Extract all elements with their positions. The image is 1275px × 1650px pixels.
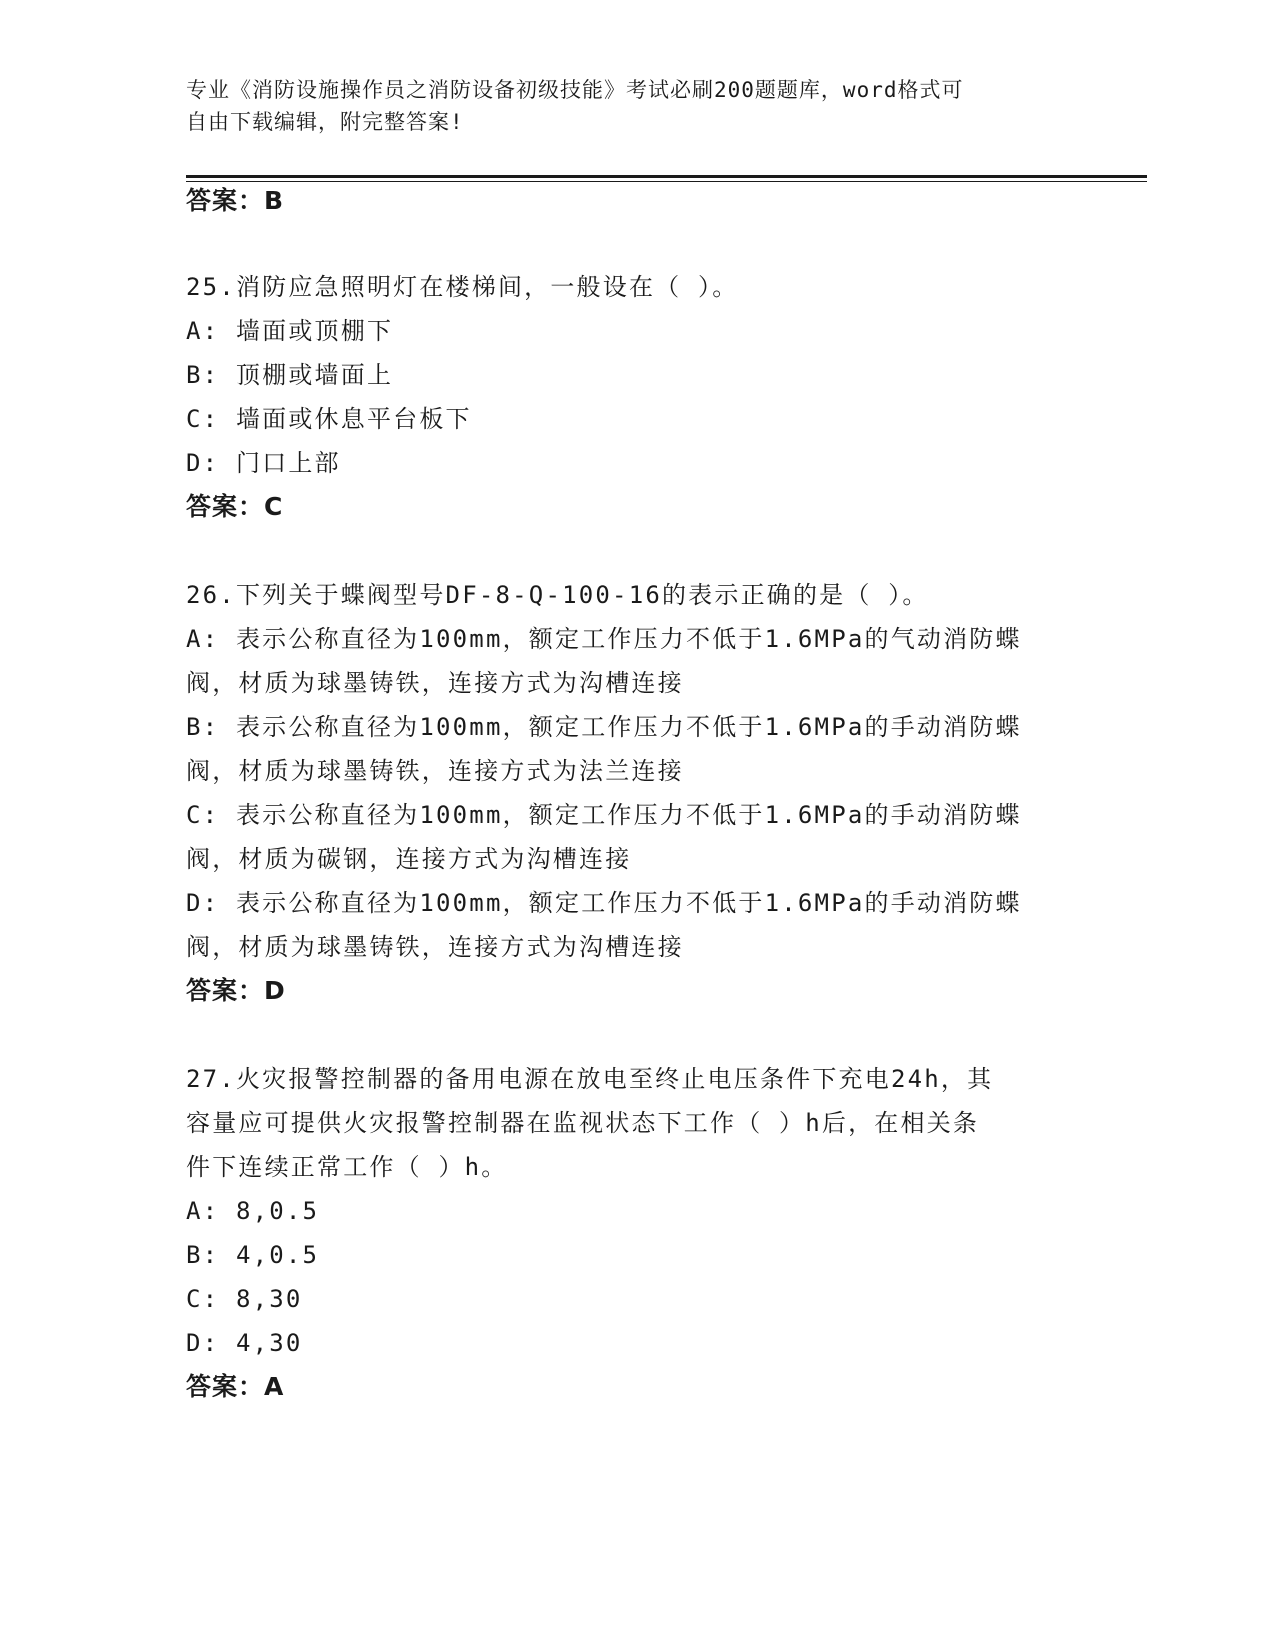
question-25-answer: 答案：C [186,492,284,521]
question-27-option-b: B: 4,0.5 [186,1241,320,1269]
header-divider-thin [186,181,1147,182]
question-27-stem-line-1: 27.火灾报警控制器的备用电源在放电至终止电压条件下充电24h，其 [186,1065,994,1093]
question-26-option-c-line-2: 阀，材质为碳钢，连接方式为沟槽连接 [186,845,632,873]
document-header [186,74,1066,138]
question-26-stem: 26.下列关于蝶阀型号DF-8-Q-100-16的表示正确的是（ ）。 [186,581,929,609]
question-26-option-d-line-2: 阀，材质为球墨铸铁，连接方式为沟槽连接 [186,933,684,961]
question-25-option-a: A: 墙面或顶棚下 [186,317,394,345]
question-26-option-a-line-2: 阀，材质为球墨铸铁，连接方式为沟槽连接 [186,669,684,697]
question-25-option-b: B: 顶棚或墙面上 [186,361,394,389]
question-26-option-d-line-1: D: 表示公称直径为100mm，额定工作压力不低于1.6MPa的手动消防蝶 [186,889,1022,917]
question-27-stem-line-3: 件下连续正常工作（ ）h。 [186,1153,508,1181]
question-26-answer: 答案：D [186,976,286,1005]
previous-answer: 答案：B [186,186,285,215]
question-25-option-c: C: 墙面或休息平台板下 [186,405,472,433]
question-26-option-b-line-1: B: 表示公称直径为100mm，额定工作压力不低于1.6MPa的手动消防蝶 [186,713,1022,741]
question-27-option-c: C: 8,30 [186,1285,303,1313]
question-27-option-d: D: 4,30 [186,1329,303,1357]
question-25-option-d: D: 门口上部 [186,449,341,477]
header-line-2: 自由下载编辑，附完整答案! [186,110,464,134]
header-line-1: 专业《消防设施操作员之消防设备初级技能》考试必刷200题题库，word格式可 [186,78,964,102]
header-divider-thick [186,175,1147,178]
question-26-option-b-line-2: 阀，材质为球墨铸铁，连接方式为法兰连接 [186,757,684,785]
question-25-stem: 25.消防应急照明灯在楼梯间，一般设在（ ）。 [186,273,739,301]
question-26-option-a-line-1: A: 表示公称直径为100mm，额定工作压力不低于1.6MPa的气动消防蝶 [186,625,1022,653]
question-27-option-a: A: 8,0.5 [186,1197,320,1225]
question-27-stem-line-2: 容量应可提供火灾报警控制器在监视状态下工作（ ）h后，在相关条 [186,1109,980,1137]
question-26-option-c-line-1: C: 表示公称直径为100mm，额定工作压力不低于1.6MPa的手动消防蝶 [186,801,1022,829]
question-27-answer: 答案：A [186,1372,285,1401]
